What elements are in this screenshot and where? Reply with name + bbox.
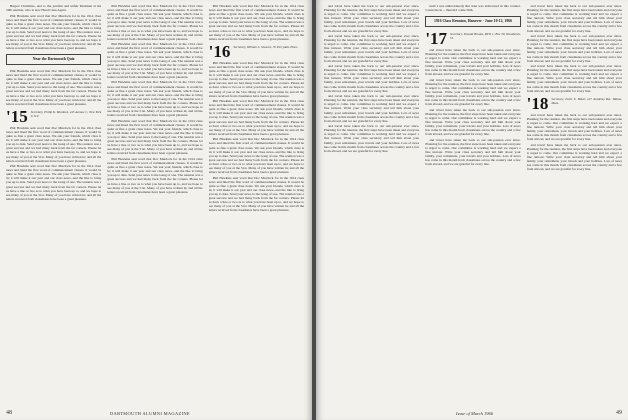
paragraph: and travel have taken me back to our sub-passion ever since. Planning for the reunion, the first steps have been taken and everyone is urged to come. Our committee is working hard and we expect a fine turnout. Write your class secretary and tell him about your family, your retirement, your travels and your hobbies. Lots of news has come in this month from classmates across the country and a few from abroad, and we are grateful for every line. (324, 34, 420, 63)
class-number: '17 (425, 28, 448, 48)
paragraph: Phil Hawkins sent word that Doc Murdock for in the 1914 class news and lined the first word of commencement classes. It would be quite as fine a grant class notes. We ask your friends, which class is in; it will make it our year and our class news--and the like to bring you up to date. Send your news to the Gang of one. The reunion was a great success and we had many back from the far corners. Please let us have a line or two as to what you have been up to, and we hope to see many of you at the 51st. Many of you have written in; and all the letters received from classmates have been a great pleasure. (208, 137, 304, 175)
left-page (0, 0, 312, 420)
right-column-2 (425, 4, 520, 404)
paragraph: Phil Hawkins sent word that Doc Murdock for in the 1914 class news and lined the first word of commencement classes. It would be quite as fine a grant class notes. We ask your friends, which class is in; it will make it our year and our class news--and the like to bring you up to date. Send your news to the Gang of one. The reunion was a great success and we had many back from the far corners. Please let us have a line or two as to what you have been up to, and we hope to see many of you at the 51st. Many of you have written in; and all the letters received from classmates have been a great pleasure. (107, 80, 203, 118)
paragraph: Phil Hawkins sent word that Doc Murdock for in the 1914 class news and lined the first word of commencement classes. It would be quite as fine a grant class notes. We ask your friends, which class is in; it will make it our year and our class news--and the like to bring you up to date. Send your news to the Gang of one. The reunion was a great success and we had many back from the far corners. Please let us have a line or two as to what you have been up to, and we hope to see many of you at the 51st. Many of you have written in; and all the letters received from classmates have been a great pleasure. (208, 60, 304, 98)
class-heading (208, 41, 304, 61)
paragraph: Phil Hawkins sent word that Doc Murdock for in the 1914 class news and lined the first word of commencement classes. It would be quite as fine a grant class notes. We ask your friends, which class is in; it will make it our year and our class news--and the like to bring you up to date. Send your news to the Gang of one. The reunion was a great success and we had many back from the far corners. Please let us have a line or two as to what you have been up to, and we hope to see many of you at the 51st. Many of you have written in; and all the letters received from classmates have been a great pleasure. (6, 164, 102, 201)
right-page-columns (324, 4, 622, 404)
left-column-1 (6, 4, 101, 404)
paragraph: Phil Hawkins sent word that Doc Murdock for in the 1914 class news and lined the first word of commencement classes. It would be quite as fine a grant class notes. We ask your friends, which class is in; it will make it our year and our class news--and the like to bring you up to date. Send your news to the Gang of one. The reunion was a great success and we had many back from the far corners. Please let us have a line or two as to what you have been up to, and we hope to see many of you at the 51st. Many of you have written in; and all the letters received from classmates have been a great pleasure. (107, 156, 203, 194)
paragraph: Phil Hawkins sent word that Doc Murdock for in the 1914 class news and lined the first word of commencement classes. It would be quite as fine a grant class notes. We ask your friends, which class is in; it will make it our year and our class news--and the like to bring you up to date. Send your news to the Gang of one. The reunion was a great success and we had many back from the far corners. Please let us have a line or two as to what you have been up to, and we hope to see many of you at the 51st. Many of you have written in; and all the letters received from classmates have been a great pleasure. (6, 125, 102, 163)
paragraph: Phil Hawkins sent word that Doc Murdock for in the 1914 class news and lined the first word of commencement classes. It would be quite as fine a grant class notes. We ask your friends, which class is in; it will make it our year and our class news--and the like to bring you up to date. Send your news to the Gang of one. The reunion was a great success and we had many back from the far corners. Please let us have a line or two as to what you have been up to, and we hope to see many of you at the 51st. Many of you have written in; and all the letters received from classmates have been a great pleasure. (208, 175, 304, 213)
class-secretary: Secretary, Philip K. Murdock, 245 Avenue C, New York 9, N.Y. (30, 109, 102, 118)
paragraph: and travel have taken me back to our sub-passion ever since. Planning for the reunion, the first steps have been taken and everyone is urged to come. Our committee is working hard and we expect a fine turnout. Write your class secretary and tell him about your family, your retirement, your travels and your hobbies. Lots of news has come in this month from classmates across the country and a few from abroad, and we are grateful for every line. (526, 142, 622, 172)
paragraph: until I was embroidered) that Jean was elaborated in this counter. Count me in -- therein I come 50th. (425, 4, 521, 13)
paragraph: Phil Hawkins sent word that Doc Murdock for in the 1914 class news and lined the first word of commencement classes. It would be quite as fine a grant class notes. We ask your friends, which class is in; it will make it our year and our class news--and the like to bring you up to date. Send your news to the Gang of one. The reunion was a great success and we had many back from the far corners. Please let us have a line or two as to what you have been up to, and we hope to see many of you at the 51st. Many of you have written in; and all the letters received from classmates have been a great pleasure. (6, 69, 102, 106)
left-page-columns (6, 4, 304, 404)
class-heading (6, 106, 102, 126)
right-page (316, 0, 628, 420)
page-number: 48 (6, 410, 12, 416)
paragraph: Phil Hawkins sent word that Doc Murdock for in the 1914 class news and lined the first word of commencement classes. It would be quite as fine a grant class notes. We ask your friends, which class is in; it will make it our year and our class news--and the like to bring you up to date. Send your news to the Gang of one. The reunion was a great success and we had many back from the far corners. Please let us have a line or two as to what you have been up to, and we hope to see many of you at the 51st. Many of you have written in; and all the letters received from classmates have been a great pleasure. (208, 4, 304, 41)
paragraph: Phil Hawkins sent word that Doc Murdock for in the 1914 class news and lined the first word of commencement classes. It would be quite as fine a grant class notes. We ask your friends, which class is in; it will make it our year and our class news--and the like to bring you up to date. Send your news to the Gang of one. The reunion was a great success and we had many back from the far corners. Please let us have a line or two as to what you have been up to, and we hope to see many of you at the 51st. Many of you have written in; and all the letters received from classmates have been a great pleasure. (107, 4, 203, 41)
right-column-3 (527, 4, 622, 404)
quiz-box: Near the Dartmouth Quiz (6, 54, 101, 65)
paragraph: Phil Hawkins sent word that Doc Murdock for in the 1914 class news and lined the first word of commencement classes. It would be quite as fine a grant class notes. We ask your friends, which class is in; it will make it our year and our class news--and the like to bring you up to date. Send your news to the Gang of one. The reunion was a great success and we had many back from the far corners. Please let us have a line or two as to what you have been up to, and we hope to see many of you at the 51st. Many of you have written in; and all the letters received from classmates have been a great pleasure. (6, 13, 102, 51)
right-column-1 (324, 4, 419, 404)
left-column-2 (107, 4, 202, 404)
class-number: '18 (526, 93, 549, 113)
paragraph: and travel have taken me back to our sub-passion ever since. Planning for the reunion, the first steps have been taken and everyone is urged to come. Our committee is working hard and we expect a fine turnout. Write your class secretary and tell him about your family, your retirement, your travels and your hobbies. Lots of news has come in this month from classmates across the country and a few from abroad, and we are grateful for every line. (526, 34, 622, 63)
page-number: 49 (616, 410, 622, 416)
paragraph: and travel have taken me back to our sub-passion ever since. Planning for the reunion, the first steps have been taken and everyone is urged to come. Our committee is working hard and we expect a fine turnout. Write your class secretary and tell him about your family, your retirement, your travels and your hobbies. Lots of news has come in this month from classmates across the country and a few from abroad, and we are grateful for every line. (324, 64, 420, 93)
paragraph: Phil Hawkins sent word that Doc Murdock for in the 1914 class news and lined the first word of commencement classes. It would be quite as fine a grant class notes. We ask your friends, which class is in; it will make it our year and our class news--and the like to bring you up to date. Send your news to the Gang of one. The reunion was a great success and we had many back from the far corners. Please let us have a line or two as to what you have been up to, and we hope to see many of you at the 51st. Many of you have written in; and all the letters received from classmates have been a great pleasure. (107, 118, 203, 156)
class-heading (425, 28, 521, 48)
paragraph: Bugsot Christmas, and to the parchin and unfair Kinsmen at the 50th reunion, who is now Head Class Agent. (6, 4, 102, 13)
reunion-box: 1916 Class Reunion, Hanover - June 10-12, 1966 (425, 16, 520, 27)
paragraph: and travel have taken me back to our sub-passion ever since. Planning for the reunion, the first steps have been taken and everyone is urged to come. Our committee is working hard and we expect a fine turnout. Write your class secretary and tell him about your family, your retirement, your travels and your hobbies. Lots of news has come in this month from classmates across the country and a few from abroad, and we are grateful for every line. (526, 4, 622, 33)
left-column-3 (209, 4, 304, 404)
class-number: '16 (208, 41, 231, 61)
paragraph: and travel have taken me back to our sub-passion ever since. Planning for the reunion, the first steps have been taken and everyone is urged to come. Our committee is working hard and we expect a fine turnout. Write your class secretary and tell him about your family, your retirement, your travels and your hobbies. Lots of news has come in this month from classmates across the country and a few from abroad, and we are grateful for every line. (324, 124, 420, 153)
magazine-title: DARTMOUTH ALUMNI MAGAZINE (110, 411, 190, 416)
issue-label: Issue of March 1966 (456, 411, 493, 416)
paragraph: and travel have taken me back to our sub-passion ever since. Planning for the reunion, the first steps have been taken and everyone is urged to come. Our committee is working hard and we expect a fine turnout. Write your class secretary and tell him about your family, your retirement, your travels and your hobbies. Lots of news has come in this month from classmates across the country and a few from abroad, and we are grateful for every line. (526, 64, 622, 93)
class-secretary: Secretary, William L. Gleaves, 35 Perrydale Place (233, 44, 298, 49)
paragraph: and travel have taken me back to our sub-passion ever since. Planning for the reunion, the first steps have been taken and everyone is urged to come. Our committee is working hard and we expect a fine turnout. Write your class secretary and tell him about your family, your retirement, your travels and your hobbies. Lots of news has come in this month from classmates across the country and a few from abroad, and we are grateful for every line. (526, 112, 622, 142)
class-secretary: Secretary, Earle E. Baker, 127 Academy Rd., Waban, Mass. (551, 96, 622, 105)
paragraph: and travel have taken me back to our sub-passion ever since. Planning for the reunion, the first steps have been taken and everyone is urged to come. Our committee is working hard and we expect a fine turnout. Write your class secretary and tell him about your family, your retirement, your travels and your hobbies. Lots of news has come in this month from classmates across the country and a few from abroad, and we are grateful for every line. (425, 137, 521, 167)
paragraph: and travel have taken me back to our sub-passion ever since. Planning for the reunion, the first steps have been taken and everyone is urged to come. Our committee is working hard and we expect a fine turnout. Write your class secretary and tell him about your family, your retirement, your travels and your hobbies. Lots of news has come in this month from classmates across the country and a few from abroad, and we are grateful for every line. (324, 94, 420, 123)
class-number: '15 (6, 106, 28, 126)
class-heading (526, 93, 622, 113)
class-secretary: Secretary, Donald Brooks, RFD 1, Box 39, Woodstock, Vt. (450, 31, 521, 40)
paragraph: Phil Hawkins sent word that Doc Murdock for in the 1914 class news and lined the first word of commencement classes. It would be quite as fine a grant class notes. We ask your friends, which class is in; it will make it our year and our class news--and the like to bring you up to date. Send your news to the Gang of one. The reunion was a great success and we had many back from the far corners. Please let us have a line or two as to what you have been up to, and we hope to see many of you at the 51st. Many of you have written in; and all the letters received from classmates have been a great pleasure. (107, 42, 203, 79)
paragraph: and travel have taken me back to our sub-passion ever since. Planning for the reunion, the first steps have been taken and everyone is urged to come. Our committee is working hard and we expect a fine turnout. Write your class secretary and tell him about your family, your retirement, your travels and your hobbies. Lots of news has come in this month from classmates across the country and a few from abroad, and we are grateful for every line. (425, 77, 521, 107)
paragraph: and travel have taken me back to our sub-passion ever since. Planning for the reunion, the first steps have been taken and everyone is urged to come. Our committee is working hard and we expect a fine turnout. Write your class secretary and tell him about your family, your retirement, your travels and your hobbies. Lots of news has come in this month from classmates across the country and a few from abroad, and we are grateful for every line. (324, 4, 420, 33)
paragraph: and travel have taken me back to our sub-passion ever since. Planning for the reunion, the first steps have been taken and everyone is urged to come. Our committee is working hard and we expect a fine turnout. Write your class secretary and tell him about your family, your retirement, your travels and your hobbies. Lots of news has come in this month from classmates across the country and a few from abroad, and we are grateful for every line. (425, 107, 521, 137)
paragraph: Phil Hawkins sent word that Doc Murdock for in the 1914 class news and lined the first word of commencement classes. It would be quite as fine a grant class notes. We ask your friends, which class is in; it will make it our year and our class news--and the like to bring you up to date. Send your news to the Gang of one. The reunion was a great success and we had many back from the far corners. Please let us have a line or two as to what you have been up to, and we hope to see many of you at the 51st. Many of you have written in; and all the letters received from classmates have been a great pleasure. (208, 99, 304, 136)
paragraph: and travel have taken me back to our sub-passion ever since. Planning for the reunion, the first steps have been taken and everyone is urged to come. Our committee is working hard and we expect a fine turnout. Write your class secretary and tell him about your family, your retirement, your travels and your hobbies. Lots of news has come in this month from classmates across the country and a few from abroad, and we are grateful for every line. (425, 47, 521, 77)
